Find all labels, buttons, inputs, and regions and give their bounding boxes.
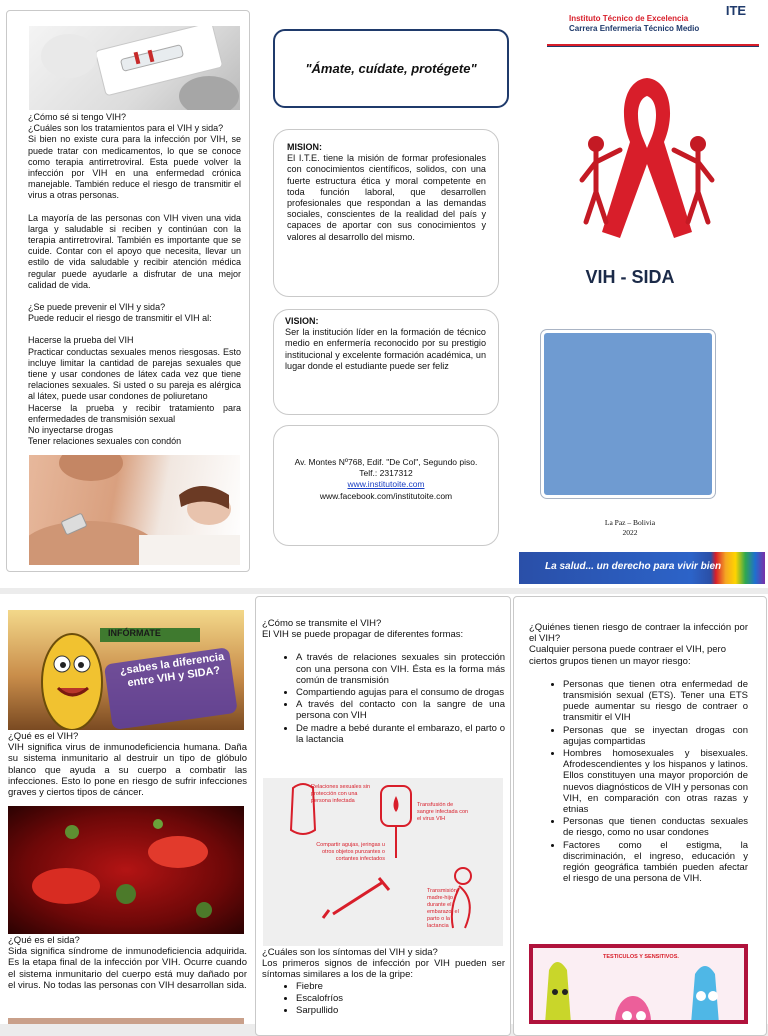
city: La Paz – Bolivia	[604, 518, 656, 527]
question-what-vih: ¿Qué es el VIH?	[8, 731, 79, 742]
prevent-item: Hacerse la prueba y recibir tratamiento para enfermedades de transmisión sexual	[28, 402, 241, 424]
prevent-item: Practicar conductas sexuales menos riesgosas. Esto incluye limitar la cantidad de parejas sexuales que tiene y usar condones de látex cada vez que tiene relaciones sexuales. Si usted o su pareja es alérgica al látex, puede usar condones de poliuretano	[28, 346, 241, 402]
mision-title: MISION:	[287, 142, 322, 152]
prevent-intro: Puede reducir el riesgo de transmitir el VIH al:	[28, 313, 212, 324]
prevent-item: Tener relaciones sexuales con condón	[28, 436, 182, 447]
question-prevent: ¿Se puede prevenir el VIH y sida?	[28, 302, 166, 313]
label-mother: Transmisión madre-hijo durante el embarazo, el parto o la lactancia	[427, 888, 459, 929]
symptom-item: • Escalofríos	[296, 993, 505, 1004]
vision-title: VISION:	[285, 316, 319, 326]
risk-item: • Personas que tienen otra enfermedad de transmisión sexual (ETS). Tener una ETS puede aumentar su riesgo de contraer o transmitir el VIH	[563, 679, 748, 724]
risk-item: • Hombres homosexuales y bisexuales. Afrodescendientes y los hispanos y latinos. Ellos constituyen una mayor proporción de nuevos diagnósticos de VIH y personas con VIH, en comparación con otras razas y etnias	[563, 748, 748, 815]
majority-text: La mayoría de las personas con VIH viven una vida larga y saludable si reciben y continúan con la terapia antirretroviral. También es importante que se cuide. Contar con el apoyo que necesita, llevar un estilo de vida saludable y recibir atención médica regular puede ayudarle a disfrutar de una mejor calidad de vida.	[28, 212, 241, 290]
image-placeholder	[541, 330, 715, 498]
cartoon-banner	[8, 610, 244, 730]
transmit-item: • Compartiendo agujas para el consumo de drogas	[296, 687, 505, 698]
couple-illustration	[29, 455, 240, 565]
virus-icon	[8, 806, 244, 934]
sida-definition: Sida significa síndrome de inmunodeficiencia adquirida. Es la etapa final de la infección por VIH. Ocurre cuando el sistema inmunitario del cuerpo está muy dañado por el virus. No todas las personas con VIH desarrollan sida.	[8, 946, 247, 991]
question-symptoms: ¿Cuáles son los síntomas del VIH y sida?	[262, 947, 438, 958]
header-red-rule	[547, 44, 759, 46]
symptoms-intro: Los primeros signos de infección por VIH pueden ser síntomas similares a los de la gripe:	[262, 958, 505, 981]
label-sex: Relaciones sexuales sin protección con una persona infectada	[311, 784, 371, 804]
blood-cells-photo	[8, 806, 244, 934]
institute-logo	[725, 5, 747, 41]
prevent-item: Hacerse la prueba del VIH	[28, 335, 134, 346]
vision-panel	[273, 309, 499, 415]
condom-poster	[529, 944, 748, 1024]
condom-characters	[533, 948, 744, 1020]
transmit-item: • A través de relaciones sexuales sin protección con una persona con VIH. Ésta es la forma más común de transmisión	[296, 652, 505, 686]
poster-title: TESTICULOS Y SENSITIVOS.	[603, 954, 679, 960]
mision-text: El I.T.E. tiene la misión de formar profesionales con conocimientos científicos, solidos, con una fuerte estructura ética y moral competente en toda función laboral, que desarrollen profesionales que respondan a las demandas sociales, conscientes de la realidad del país y capaces de aportar con sus conocimientos y valores al desarrollo del mismo.	[287, 153, 486, 242]
question-treatments: ¿Cuáles son los tratamientos para el VIH y sida?	[28, 123, 224, 134]
question-transmit: ¿Cómo se transmite el VIH?	[262, 618, 382, 629]
label-blood: Transfusión de sangre infectada con el virus VIH	[417, 802, 469, 822]
website-link[interactable]: www.institutoite.com	[347, 479, 425, 490]
vision-text: Ser la institución líder en la formación de técnico medio en enfermería reconocido por su prestigio institucional y excelente formación académica, un lugar donde el estudiante puede ser feliz	[285, 327, 486, 371]
label-needles: Compartir agujas, jeringas u otros objetos punzantes o cortantes infectados	[316, 842, 385, 862]
banner	[519, 552, 765, 584]
vih-definition: VIH significa virus de inmunodeficiencia humana. Daña su sistema inmunitario al destruir un tipo de glóbulo blanco que ayuda a su cuerpo a combatir las infecciones. Esto lo pone en riesgo de sufrir infecciones graves y ciertos tipos de cáncer.	[8, 742, 247, 799]
contact-panel	[273, 425, 499, 546]
slogan-box	[273, 29, 509, 108]
transmit-item: • De madre a bebé durante el embarazo, el parto o la lactancia	[296, 723, 505, 745]
question-risk: ¿Quiénes tienen riesgo de contraer la infección por el VIH?	[529, 622, 748, 645]
transmit-intro: El VIH se puede propagar de diferentes formas:	[262, 629, 464, 641]
cartoon-question: ¿sabes la diferencia entre VIH y SIDA?	[119, 650, 225, 690]
institute-name: Instituto Técnico de Excelencia	[569, 14, 689, 23]
year: 2022	[622, 528, 638, 537]
test-kit-icon	[29, 26, 240, 110]
mision-panel	[273, 129, 499, 297]
informate-label: INFÓRMATE	[108, 628, 161, 638]
symptom-item: • Fiebre	[296, 981, 505, 992]
symptom-item: • Sarpullido	[296, 1005, 505, 1016]
logo-letters: ITE	[725, 3, 747, 18]
question-how-know: ¿Cómo sé si tengo VIH?	[28, 112, 127, 122]
hiv-test-photo	[29, 26, 240, 110]
risk-intro: Cualquier persona puede contraer el VIH, pero ciertos grupos tienen un mayor riesgo:	[529, 644, 726, 667]
question-what-sida: ¿Qué es el sida?	[8, 935, 80, 946]
transmit-item: • A través del contacto con la sangre de una persona con VIH	[296, 699, 505, 721]
risk-item: • Personas que se inyectan drogas con agujas compartidas	[563, 725, 748, 747]
risk-item: • Personas que tienen conductas sexuales de riesgo, como no usar condones	[563, 816, 748, 838]
bottom-left-photo-edge	[8, 1018, 244, 1024]
transmission-diagram	[263, 778, 503, 946]
career-name: Carrera Enfermeria Técnico Medio	[569, 24, 700, 33]
prevent-item: No inyectarse drogas	[28, 425, 114, 436]
couple-condom-photo	[29, 455, 240, 565]
brochure-title: VIH - SIDA	[585, 267, 675, 287]
header-institute	[547, 3, 759, 47]
contact-address: Av. Montes Nº768, Edif. "De Col", Segundo piso.	[294, 457, 478, 467]
contact-phone: Telf.: 2317312	[359, 468, 413, 479]
slogan: "Ámate, cuídate, protégete"	[305, 60, 477, 76]
facebook-link[interactable]: www.facebook.com/institutoite.com	[319, 490, 453, 501]
treatment-text: Si bien no existe cura para la infección por VIH, se puede tratar con medicamentos, lo que se conoce como terapia antirretroviral. Esta puede volver la infección por VIH en una enfermedad crónica manejable. También reduce el riesgo de transmitir el virus a otras personas.	[28, 134, 241, 201]
aids-ribbon-figures	[572, 62, 722, 252]
banner-text: La salud... un derecho para vivir bien	[545, 561, 722, 572]
brochure-inside-sheet	[0, 594, 768, 1024]
risk-item: • Factores como el estigma, la discriminación, el ingreso, educación y región geográfica también pueden afectar el riesgo de una persona de VIH.	[563, 840, 748, 885]
poster-inner	[533, 948, 744, 1020]
